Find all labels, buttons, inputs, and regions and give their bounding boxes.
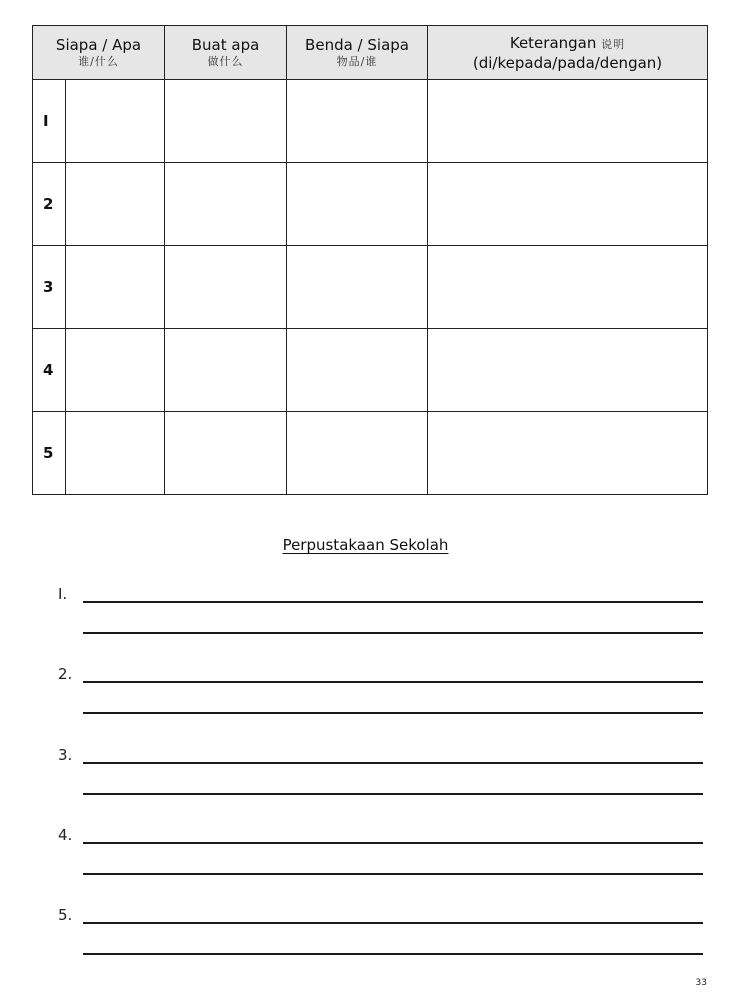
header-chinese-text: 做什么 xyxy=(207,55,244,68)
header-main-text: Keterangan xyxy=(509,33,597,52)
row-number: 4 xyxy=(33,329,66,412)
answer-line[interactable] xyxy=(83,953,703,955)
entry-number: 5. xyxy=(58,906,73,924)
writing-entry xyxy=(58,665,703,725)
answer-line[interactable] xyxy=(83,873,703,875)
header-main-text: Benda / Siapa xyxy=(305,36,409,54)
answer-line[interactable] xyxy=(83,793,703,795)
section-title: Perpustakaan Sekolah xyxy=(282,536,449,554)
entry-number: 4. xyxy=(58,826,73,844)
answer-line[interactable] xyxy=(83,681,703,683)
answer-line[interactable] xyxy=(83,712,703,714)
answer-line[interactable] xyxy=(83,842,703,844)
entry-number: I. xyxy=(58,585,68,603)
row-number: 5 xyxy=(33,412,66,495)
answer-line[interactable] xyxy=(83,601,703,603)
header-main-text: Buat apa xyxy=(191,36,260,54)
writing-entry xyxy=(58,585,703,645)
page-number: 33 xyxy=(695,978,707,988)
row-number: 3 xyxy=(33,246,66,329)
row-number: 2 xyxy=(33,163,66,246)
writing-entry xyxy=(58,746,703,806)
header-second-line: (di/kepada/pada/dengan) xyxy=(472,53,663,72)
writing-entry xyxy=(58,826,703,886)
header-main-text: Siapa / Apa xyxy=(55,36,142,54)
header-chinese-text: 说明 xyxy=(601,37,626,51)
entry-number: 3. xyxy=(58,746,73,764)
answer-line[interactable] xyxy=(83,762,703,764)
entry-number: 2. xyxy=(58,665,73,683)
row-number: I xyxy=(33,80,66,163)
writing-entry xyxy=(58,906,703,966)
header-chinese-text: 谁/什么 xyxy=(78,55,119,68)
answer-line[interactable] xyxy=(83,922,703,924)
header-chinese-text: 物品/谁 xyxy=(336,55,378,68)
answer-line[interactable] xyxy=(83,632,703,634)
